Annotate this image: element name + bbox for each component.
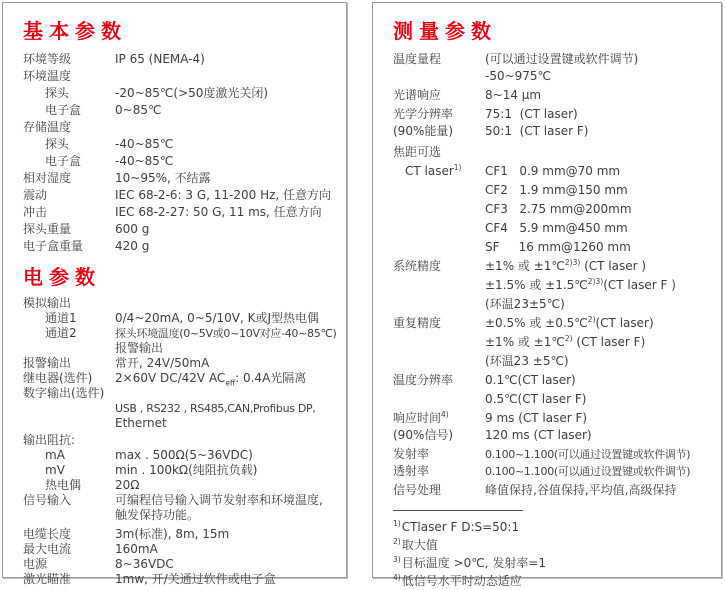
- spec-row: [373, 446, 721, 463]
- spec-row: [373, 296, 721, 313]
- spec-row: [373, 201, 721, 218]
- spec-label: 电源: [23, 557, 48, 571]
- spec-value: 0.1℃(CT laser): [485, 373, 576, 387]
- spec-row: [373, 463, 721, 480]
- spec-label: 继电器(选件): [23, 371, 93, 385]
- spec-row: [373, 239, 721, 256]
- spec-row: [3, 119, 346, 136]
- spec-value: 0.100~1.100(可以通过设置键或软件调节): [485, 465, 691, 478]
- footnote-divider: [393, 510, 523, 511]
- section-title-electrical: 电参数: [23, 265, 101, 289]
- spec-value: 报警输出: [115, 341, 164, 355]
- spec-row: [3, 493, 346, 508]
- spec-row: [3, 311, 346, 326]
- spec-label: 热电偶: [45, 478, 82, 492]
- spec-label: CT laser$^{1)}$: [405, 163, 462, 178]
- spec-label: (90%能量): [393, 124, 454, 138]
- spec-row: [3, 416, 346, 431]
- subscript: eff: [225, 378, 236, 388]
- spec-row: [373, 182, 721, 199]
- spec-label: 电子盒: [45, 154, 82, 168]
- spec-value: 可编程信号输入调节发射率和环境温度,: [115, 493, 323, 507]
- spec-value: SF 16 mm@1260 mm: [485, 240, 631, 254]
- spec-row: [373, 277, 721, 294]
- spec-value: 0~85℃: [115, 103, 162, 117]
- spec-value: IP 65 (NEMA-4): [115, 52, 205, 66]
- spec-value: CF4 5.9 mm@450 mm: [485, 221, 628, 235]
- spec-label: 相对湿度: [23, 171, 72, 185]
- spec-row: [3, 85, 346, 102]
- spec-label: 环境温度: [23, 69, 72, 83]
- spec-label: 响应时间$^{4)}$: [393, 410, 449, 425]
- spec-row: [3, 356, 346, 371]
- spec-value: (环温23 ±5℃): [485, 354, 569, 368]
- spec-value: 0/4~20mA, 0~5/10V, K或J型热电偶: [115, 311, 320, 325]
- spec-label: 信号处理: [393, 483, 442, 497]
- spec-label: 通道1: [45, 311, 77, 325]
- spec-row: [3, 478, 346, 493]
- spec-value: (可以通过设置键或软件调节): [485, 52, 639, 66]
- spec-value: max . 500Ω(5~36VDC): [115, 448, 253, 462]
- spec-row: [373, 144, 721, 161]
- spec-row: [3, 326, 346, 341]
- spec-row: [3, 463, 346, 478]
- spec-value: 触发保持功能。: [115, 508, 200, 522]
- spec-row: [373, 372, 721, 389]
- footnote-list: [373, 518, 721, 590]
- spec-label: mV: [45, 463, 65, 477]
- spec-label: (90%信号): [393, 428, 454, 442]
- spec-row: [373, 353, 721, 370]
- spec-row: [373, 334, 721, 351]
- spec-value: 160mA: [115, 542, 158, 556]
- footnote: $^{3)}$目标温度 >0℃, 发射率=1: [393, 555, 547, 570]
- spec-row: [3, 448, 346, 463]
- spec-label: 震动: [23, 188, 48, 202]
- spec-value: 1mw, 开/关通过软件或电子盒: [115, 572, 276, 586]
- spec-row: [3, 153, 346, 170]
- spec-label: 模拟输出: [23, 296, 72, 310]
- spec-label: 重复精度: [393, 316, 442, 330]
- spec-value: 8~14 μm: [485, 88, 542, 102]
- spec-row: [3, 371, 346, 386]
- section-title-measurement: 测量参数: [393, 19, 497, 43]
- spec-row: [373, 482, 721, 499]
- spec-value: 420 g: [115, 239, 150, 253]
- spec-row: [373, 163, 721, 180]
- footnote-ref: 2): [587, 315, 596, 324]
- spec-label: 信号输入: [23, 493, 72, 507]
- spec-value: 3m(标准), 8m, 15m: [115, 527, 230, 541]
- spec-label: 探头: [45, 137, 70, 151]
- spec-label: 光学分辨率: [393, 107, 454, 121]
- spec-row: [3, 170, 346, 187]
- spec-label: 报警输出: [23, 356, 72, 370]
- spec-value: CF3 2.75 mm@200mm: [485, 202, 632, 216]
- spec-row: [3, 508, 346, 523]
- footnote-ref: 2)3): [564, 258, 581, 267]
- spec-row: [373, 123, 721, 140]
- spec-row: [3, 557, 346, 572]
- spec-value: ±1% 或 ±1℃$^{2)}$ (CT laser F): [485, 334, 646, 349]
- spec-label: mA: [45, 448, 65, 462]
- spec-list-basic: [3, 51, 346, 255]
- spec-row: [373, 51, 721, 68]
- spec-list-electrical: [3, 296, 346, 587]
- footnote-ref: 1): [453, 163, 462, 172]
- spec-value: CF2 1.9 mm@150 mm: [485, 183, 628, 197]
- spec-label: 电子盒: [45, 103, 82, 117]
- spec-row: [3, 68, 346, 85]
- spec-row: [3, 296, 346, 311]
- spec-label: 存储温度: [23, 120, 72, 134]
- spec-value: IEC 68-2-27: 50 G, 11 ms, 任意方向: [115, 205, 322, 219]
- section-title-basic: 基本参数: [23, 19, 127, 43]
- footnote-marker: 1): [393, 519, 401, 528]
- spec-value: -40~85℃: [115, 154, 174, 168]
- spec-row: [3, 187, 346, 204]
- spec-label: 系统精度: [393, 259, 442, 273]
- spec-label: 温度分辨率: [393, 373, 454, 387]
- spec-row: [3, 51, 346, 68]
- spec-list-measurement: [373, 51, 721, 499]
- spec-row: [373, 315, 721, 332]
- spec-row: [3, 527, 346, 542]
- spec-value: -50~975℃: [485, 69, 552, 83]
- spec-value: 120 ms (CT laser): [485, 428, 592, 442]
- spec-label: 冲击: [23, 205, 48, 219]
- spec-value: 8~36VDC: [115, 557, 174, 571]
- spec-row: [3, 341, 346, 356]
- spec-row: [3, 102, 346, 119]
- spec-value: 2×60V DC/42V $AC_{eff}$: 0.4A光隔离: [115, 371, 307, 388]
- footnote-marker: 4): [393, 573, 401, 582]
- footnote: $^{4)}$低信号水平时动态适应: [393, 573, 522, 588]
- spec-row: [3, 542, 346, 557]
- footnote-ref: 4): [441, 410, 449, 419]
- spec-label: 温度量程: [393, 52, 442, 66]
- spec-label: 最大电流: [23, 542, 72, 556]
- spec-label: 焦距可选: [393, 145, 442, 159]
- spec-row: [373, 410, 721, 427]
- spec-label: 通道2: [45, 326, 77, 340]
- spec-row: [3, 136, 346, 153]
- footnote-ref: 2)3): [587, 277, 604, 286]
- spec-value: 峰值保持,谷值保持,平均值,高级保持: [485, 483, 677, 497]
- spec-label: 探头: [45, 86, 70, 100]
- spec-value: 9 ms (CT laser F): [485, 411, 588, 425]
- spec-value: 75:1 (CT laser): [485, 107, 578, 121]
- footnote-marker: 2): [393, 537, 401, 546]
- footnote: $^{1)}$CTlaser F D:S=50:1: [393, 519, 520, 534]
- spec-row: [373, 220, 721, 237]
- spec-row: [3, 572, 346, 587]
- spec-label: 数字输出(选件): [23, 386, 105, 400]
- spec-value: 常开, 24V/50mA: [115, 356, 210, 370]
- spec-value: ±0.5% 或 ±0.5℃$^{2)}$(CT laser): [485, 315, 654, 330]
- spec-label: 输出阻抗:: [23, 433, 76, 447]
- spec-row: [3, 204, 346, 221]
- spec-value: IEC 68-2-6: 3 G, 11-200 Hz, 任意方向: [115, 188, 332, 202]
- spec-row: [3, 386, 346, 401]
- spec-value: 20Ω: [115, 478, 140, 492]
- footnote-marker: 3): [393, 555, 401, 564]
- spec-row: [373, 391, 721, 408]
- spec-row: [373, 258, 721, 275]
- spec-row: [373, 68, 721, 85]
- spec-label: 透射率: [393, 464, 430, 478]
- spec-value: ±1.5% 或 ±1.5℃$^{2)3)}$(CT laser F ): [485, 277, 676, 292]
- spec-label: 电缆长度: [23, 527, 72, 541]
- spec-row: [373, 106, 721, 123]
- footnote-ref: 2): [564, 334, 573, 343]
- spec-label: 发射率: [393, 447, 430, 461]
- spec-value: 0.100~1.100(可以通过设置键或软件调节): [485, 448, 691, 461]
- spec-value: 50:1 (CT laser F): [485, 124, 589, 138]
- spec-value: (环温23±5℃): [485, 297, 565, 311]
- spec-value: 0.5℃(CT laser F): [485, 392, 587, 406]
- spec-label: 探头重量: [23, 222, 72, 236]
- spec-label: 激光瞄准: [23, 572, 72, 586]
- spec-value: CF1 0.9 mm@70 mm: [485, 164, 621, 178]
- panel-measurement: [372, 2, 722, 588]
- spec-row: [3, 433, 346, 448]
- spec-value: USB , RS232 , RS485,CAN,Profibus DP,: [115, 402, 316, 415]
- spec-value: ±1% 或 ±1℃$^{2)3)}$ (CT laser ): [485, 258, 647, 273]
- footnote: $^{2)}$取大值: [393, 537, 438, 552]
- spec-row: [3, 221, 346, 238]
- panel-basic-electrical: [2, 2, 347, 586]
- spec-row: [3, 238, 346, 255]
- spec-row: [3, 401, 346, 416]
- spec-label: 电子盒重量: [23, 239, 84, 253]
- spec-value: Ethernet: [115, 416, 167, 430]
- spec-value: 600 g: [115, 222, 150, 236]
- spec-value: 探头环境温度(0~5V或0~10V对应-40~85℃): [115, 327, 337, 340]
- spec-label: 光谱响应: [393, 88, 442, 102]
- spec-value: -40~85℃: [115, 137, 174, 151]
- spec-row: [373, 87, 721, 104]
- spec-row: [373, 427, 721, 444]
- spec-value: min . 100kΩ(纯阻抗负载): [115, 463, 258, 477]
- spec-value: 10~95%, 不结露: [115, 171, 211, 185]
- spec-value: -20~85℃(>50度激光关闭): [115, 86, 269, 100]
- spec-label: 环境等级: [23, 52, 72, 66]
